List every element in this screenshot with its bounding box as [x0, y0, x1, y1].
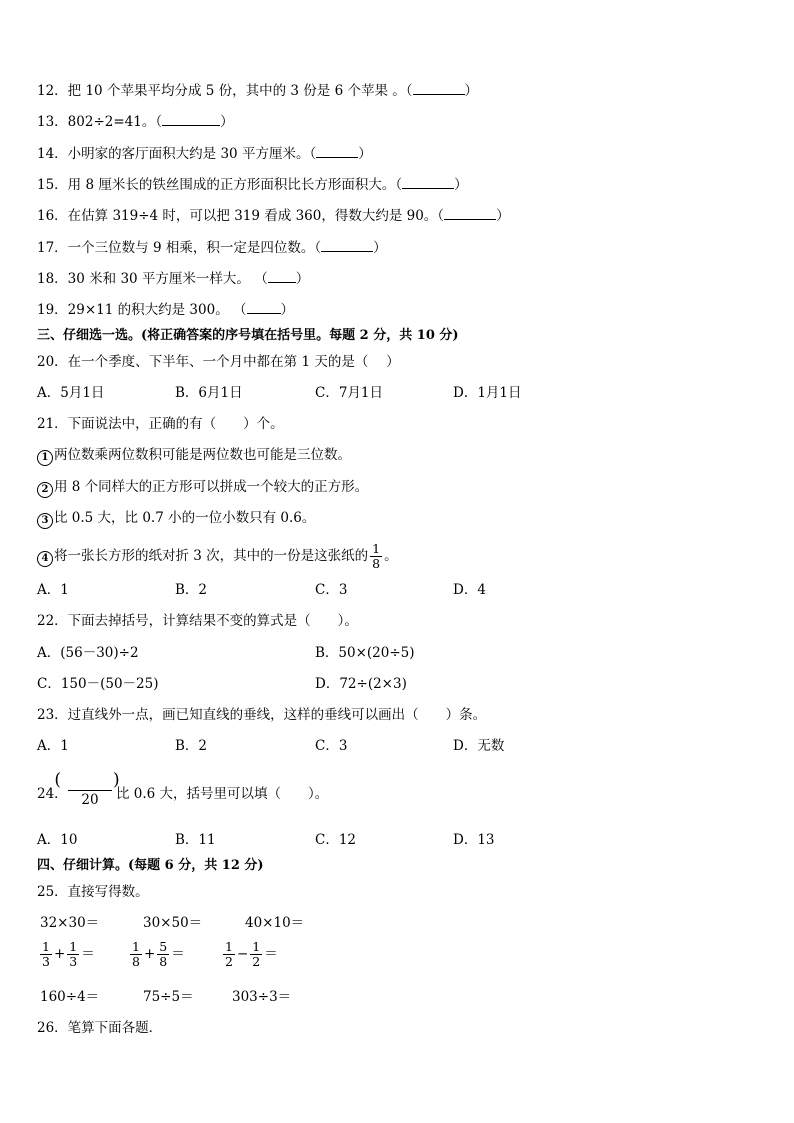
fraction-numerator: 1 [69, 939, 78, 954]
question-16 [37, 207, 510, 225]
answer-blank[interactable] [162, 113, 220, 126]
question-17 [37, 239, 387, 257]
question-19 [37, 301, 294, 319]
paren-close: ） [496, 208, 510, 224]
fraction-numerator: 1 [372, 541, 381, 556]
question-15 [37, 176, 468, 194]
calc-item: 303÷3＝ [232, 989, 292, 1005]
fraction-numerator: 1 [42, 939, 50, 954]
q23-option-c[interactable]: C．3 [315, 738, 348, 754]
question-14 [37, 145, 372, 163]
question-24-prefix: 24． [37, 786, 68, 802]
q20-option-c[interactable]: C．7月1日 [315, 385, 384, 401]
q23-option-a[interactable]: A．1 [37, 738, 69, 754]
q20-option-d[interactable]: D．1月1日 [453, 385, 522, 401]
circled-number-4: 4 [37, 551, 53, 567]
statement-text: 用 8 个同样大的正方形可以拼成一个较大的正方形。 [54, 479, 369, 495]
fraction-numerator: 1 [132, 939, 140, 954]
q21-option-a[interactable]: A．1 [37, 582, 69, 598]
paren-close: ） [464, 83, 478, 99]
fraction [223, 940, 235, 969]
section-4-title: 四、仔细计算。(每题 6 分，共 12 分) [37, 858, 264, 873]
answer-blank[interactable] [247, 301, 281, 314]
answer-blank[interactable] [321, 239, 373, 252]
q24-option-a[interactable]: A．10 [37, 832, 78, 848]
q21-option-b[interactable]: B．2 [175, 582, 208, 598]
q21-statement-3 [37, 509, 315, 529]
q21-statement-4 [37, 537, 398, 575]
fraction-numerator: 5 [159, 939, 168, 954]
question-14-text: 14．小明家的客厅面积大约是 30 平方厘米。（ [37, 146, 317, 162]
q21-option-c[interactable]: C．3 [315, 582, 348, 598]
q24-option-b[interactable]: B．11 [175, 832, 216, 848]
fraction [250, 940, 262, 969]
question-12 [37, 82, 478, 100]
q21-option-d[interactable]: D．4 [453, 582, 486, 598]
answer-blank[interactable] [444, 207, 496, 220]
answer-blank[interactable] [316, 145, 358, 158]
question-19-text: 19．29×11 的积大约是 300。 （ [37, 302, 247, 318]
q21-statement-2 [37, 478, 368, 498]
equals: ＝ [264, 946, 278, 962]
statement-text: 将一张长方形的纸对折 3 次，其中的一份是这张纸的 [54, 548, 369, 564]
operator: + [53, 946, 66, 962]
fraction-one-eighth [370, 542, 382, 571]
paren-close: ） [358, 146, 372, 162]
answer-blank[interactable] [402, 176, 454, 189]
fraction-denominator: 8 [159, 954, 168, 969]
paren-close: ） [373, 240, 387, 256]
question-18-text: 18．30 米和 30 平方厘米一样大。 （ [37, 271, 268, 287]
paren-close: ） [220, 114, 234, 130]
q24-option-c[interactable]: C．12 [315, 832, 357, 848]
calc-item: 32×30＝ [40, 915, 100, 931]
fraction-numerator-blank[interactable]: ( ) [54, 770, 126, 790]
circled-number-2: 2 [37, 482, 53, 498]
operator: + [143, 946, 156, 962]
q24-fraction [54, 770, 126, 809]
fraction [40, 940, 52, 969]
calc-fraction-item [128, 940, 185, 969]
period: 。 [384, 548, 398, 564]
fraction-denominator: 20 [81, 792, 99, 808]
operator: − [236, 946, 249, 962]
calc-item: 75÷5＝ [143, 989, 194, 1005]
fraction [130, 940, 142, 969]
fraction-denominator: 8 [132, 954, 140, 969]
statement-text: 两位数乘两位数积可能是两位数也可能是三位数。 [54, 447, 351, 463]
paren-close: ） [295, 271, 310, 287]
question-25-stem: 25．直接写得数。 [37, 884, 149, 900]
question-23-stem: 23．过直线外一点，画已知直线的垂线，这样的垂线可以画出（ ）条。 [37, 707, 487, 723]
equals: ＝ [81, 946, 95, 962]
calc-fraction-item [38, 940, 95, 969]
fraction-denominator: 2 [225, 954, 233, 969]
section-3-title: 三、仔细选一选。(将正确答案的序号填在括号里。每题 2 分，共 10 分) [37, 328, 459, 343]
q20-option-b[interactable]: B．6月1日 [175, 385, 243, 401]
q23-option-b[interactable]: B．2 [175, 738, 208, 754]
fraction-denominator: 3 [42, 954, 50, 969]
q22-option-d[interactable]: D．72÷(2×3) [315, 676, 407, 692]
fraction-numerator: 1 [225, 939, 233, 954]
q22-option-b[interactable]: B．50×(20÷5) [315, 645, 415, 661]
answer-blank[interactable] [268, 270, 296, 283]
q21-statement-1 [37, 446, 351, 466]
fraction [67, 940, 79, 969]
circled-number-1: 1 [37, 450, 53, 466]
paren-close: ） [454, 177, 468, 193]
circled-number-3: 3 [37, 513, 53, 529]
q23-option-d[interactable]: D．无数 [453, 738, 505, 754]
calc-item: 160÷4＝ [40, 989, 100, 1005]
fraction-denominator: 8 [372, 556, 381, 571]
question-13 [37, 113, 234, 131]
question-21-stem: 21．下面说法中，正确的有（ ）个。 [37, 416, 284, 432]
question-16-text: 16．在估算 319÷4 时，可以把 319 看成 360，得数大约是 90。（ [37, 208, 445, 224]
equals: ＝ [171, 946, 185, 962]
paren-close: ） [280, 302, 294, 318]
calc-item: 40×10＝ [245, 915, 305, 931]
fraction-denominator: 3 [69, 954, 78, 969]
q20-option-a[interactable]: A．5月1日 [37, 385, 105, 401]
answer-blank[interactable] [413, 82, 465, 95]
question-17-text: 17．一个三位数与 9 相乘，积一定是四位数。（ [37, 240, 322, 256]
q24-option-d[interactable]: D．13 [453, 832, 495, 848]
question-26-stem: 26．笔算下面各题． [37, 1020, 163, 1036]
statement-text: 比 0.5 大，比 0.7 小的一位小数只有 0.6。 [54, 510, 316, 526]
question-13-text: 13．802÷2=41。（ [37, 114, 163, 130]
q22-option-c[interactable]: C．150－(50－25) [37, 676, 159, 692]
q22-option-a[interactable]: A．(56－30)÷2 [37, 645, 139, 661]
question-18 [37, 270, 309, 288]
calc-item: 30×50＝ [143, 915, 203, 931]
fraction-numerator: 1 [252, 939, 261, 954]
fraction-denominator: 2 [252, 954, 261, 969]
question-20-stem: 20．在一个季度、下半年、一个月中都在第 1 天的是（ ） [37, 354, 400, 370]
question-24-stem: 比 0.6 大，括号里可以填（ ）。 [116, 786, 329, 802]
question-12-text: 12．把 10 个苹果平均分成 5 份，其中的 3 份是 6 个苹果 。（ [37, 83, 413, 99]
fraction [157, 940, 169, 969]
question-15-text: 15．用 8 厘米长的铁丝围成的正方形面积比长方形面积大。（ [37, 177, 403, 193]
question-22-stem: 22．下面去掉括号，计算结果不变的算式是（ ）。 [37, 613, 358, 629]
calc-fraction-item [221, 940, 278, 969]
